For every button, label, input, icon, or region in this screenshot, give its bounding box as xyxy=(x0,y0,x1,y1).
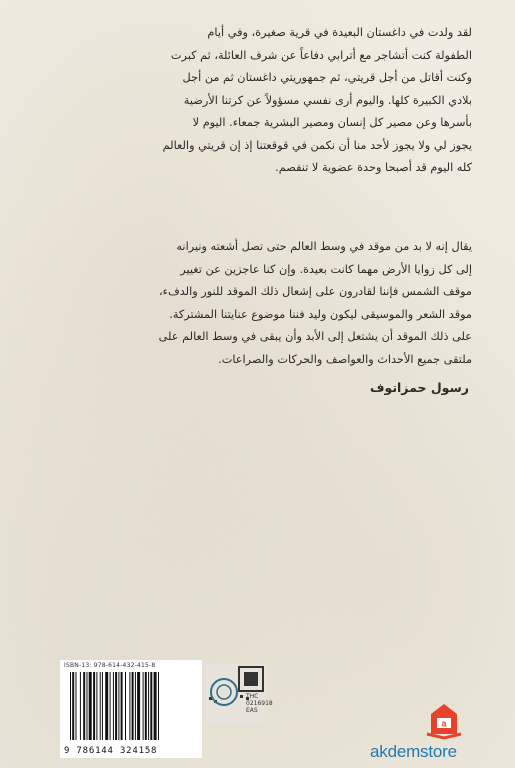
paragraph-line: موقد الشعر والموسيقى ليكون وليد فننا موضوع عنايتنا المشتركة. xyxy=(169,307,472,321)
paragraph-line: وكنت أقاتل من أجل قريتي، ثم جمهوريتي داغستان ثم من أجل xyxy=(182,71,472,84)
barcode-number: 9 786144 324158 xyxy=(64,746,158,756)
seal-line: EAS xyxy=(246,707,258,714)
paragraph-2 xyxy=(62,236,472,371)
paragraph-line: الطفولة كنت أتشاجر مع أترابي دفاعاً عن شرف العائلة، ثم كبرت xyxy=(170,48,472,62)
seal-text xyxy=(246,693,273,714)
svg-text:a: a xyxy=(441,718,447,729)
isbn-text: ISBN-13: 978-614-432-415-8 xyxy=(64,662,156,669)
store-name-rest: kdemstore xyxy=(379,742,457,761)
paragraph-line: على ذلك الموقد أن يشتعل إلى الأبد وأن يبقى في وسط العالم على xyxy=(158,330,472,343)
paragraph-line: يجوز لي ولا يجوز لأحد منا أن نكمن في قوقعتنا إذ إن قريتي والعالم xyxy=(162,138,472,152)
paragraph-line: يقال إنه لا بد من موقد في وسط العالم حتى تصل أشعته ونيرانه xyxy=(176,240,472,253)
barcode-label xyxy=(60,660,202,758)
paragraph-line: بلادي الكبيرة كلها. واليوم أرى نفسي مسؤولاً عن كرتنا الأرضية xyxy=(183,93,472,107)
author-name: رسول حمزاتوف xyxy=(369,380,469,395)
paragraph-line: بأسرها وعن مصير كل إنسان ومصير البشرية جمعاء. اليوم لا xyxy=(192,116,472,129)
paragraph-line: موقف الشمس فإننا لقادرون على إشعال ذلك الموقد للنور والدفء، xyxy=(159,285,472,298)
paragraph-1 xyxy=(62,22,472,180)
seal-line: THC xyxy=(246,693,259,700)
seal-line: 0216918 xyxy=(246,700,273,707)
store-logo xyxy=(370,742,457,762)
book-store-icon xyxy=(425,700,463,740)
barcode-icon xyxy=(70,672,194,740)
store-name-first: a xyxy=(370,742,380,761)
paragraph-line: لقد ولدت في داغستان البعيدة في قرية صغيرة، وفي أيام xyxy=(207,26,472,39)
paragraph-line: كله اليوم قد أصبحا وحدة عضوية لا تنفصم. xyxy=(275,161,472,174)
paragraph-line: ملتقى جميع الأحداث والعواصف والحركات والصراعات. xyxy=(218,352,472,366)
paragraph-line: إلى كل زوايا الأرض مهما كانت بعيدة. وإن كنا عاجزين عن تغيير xyxy=(180,262,472,276)
